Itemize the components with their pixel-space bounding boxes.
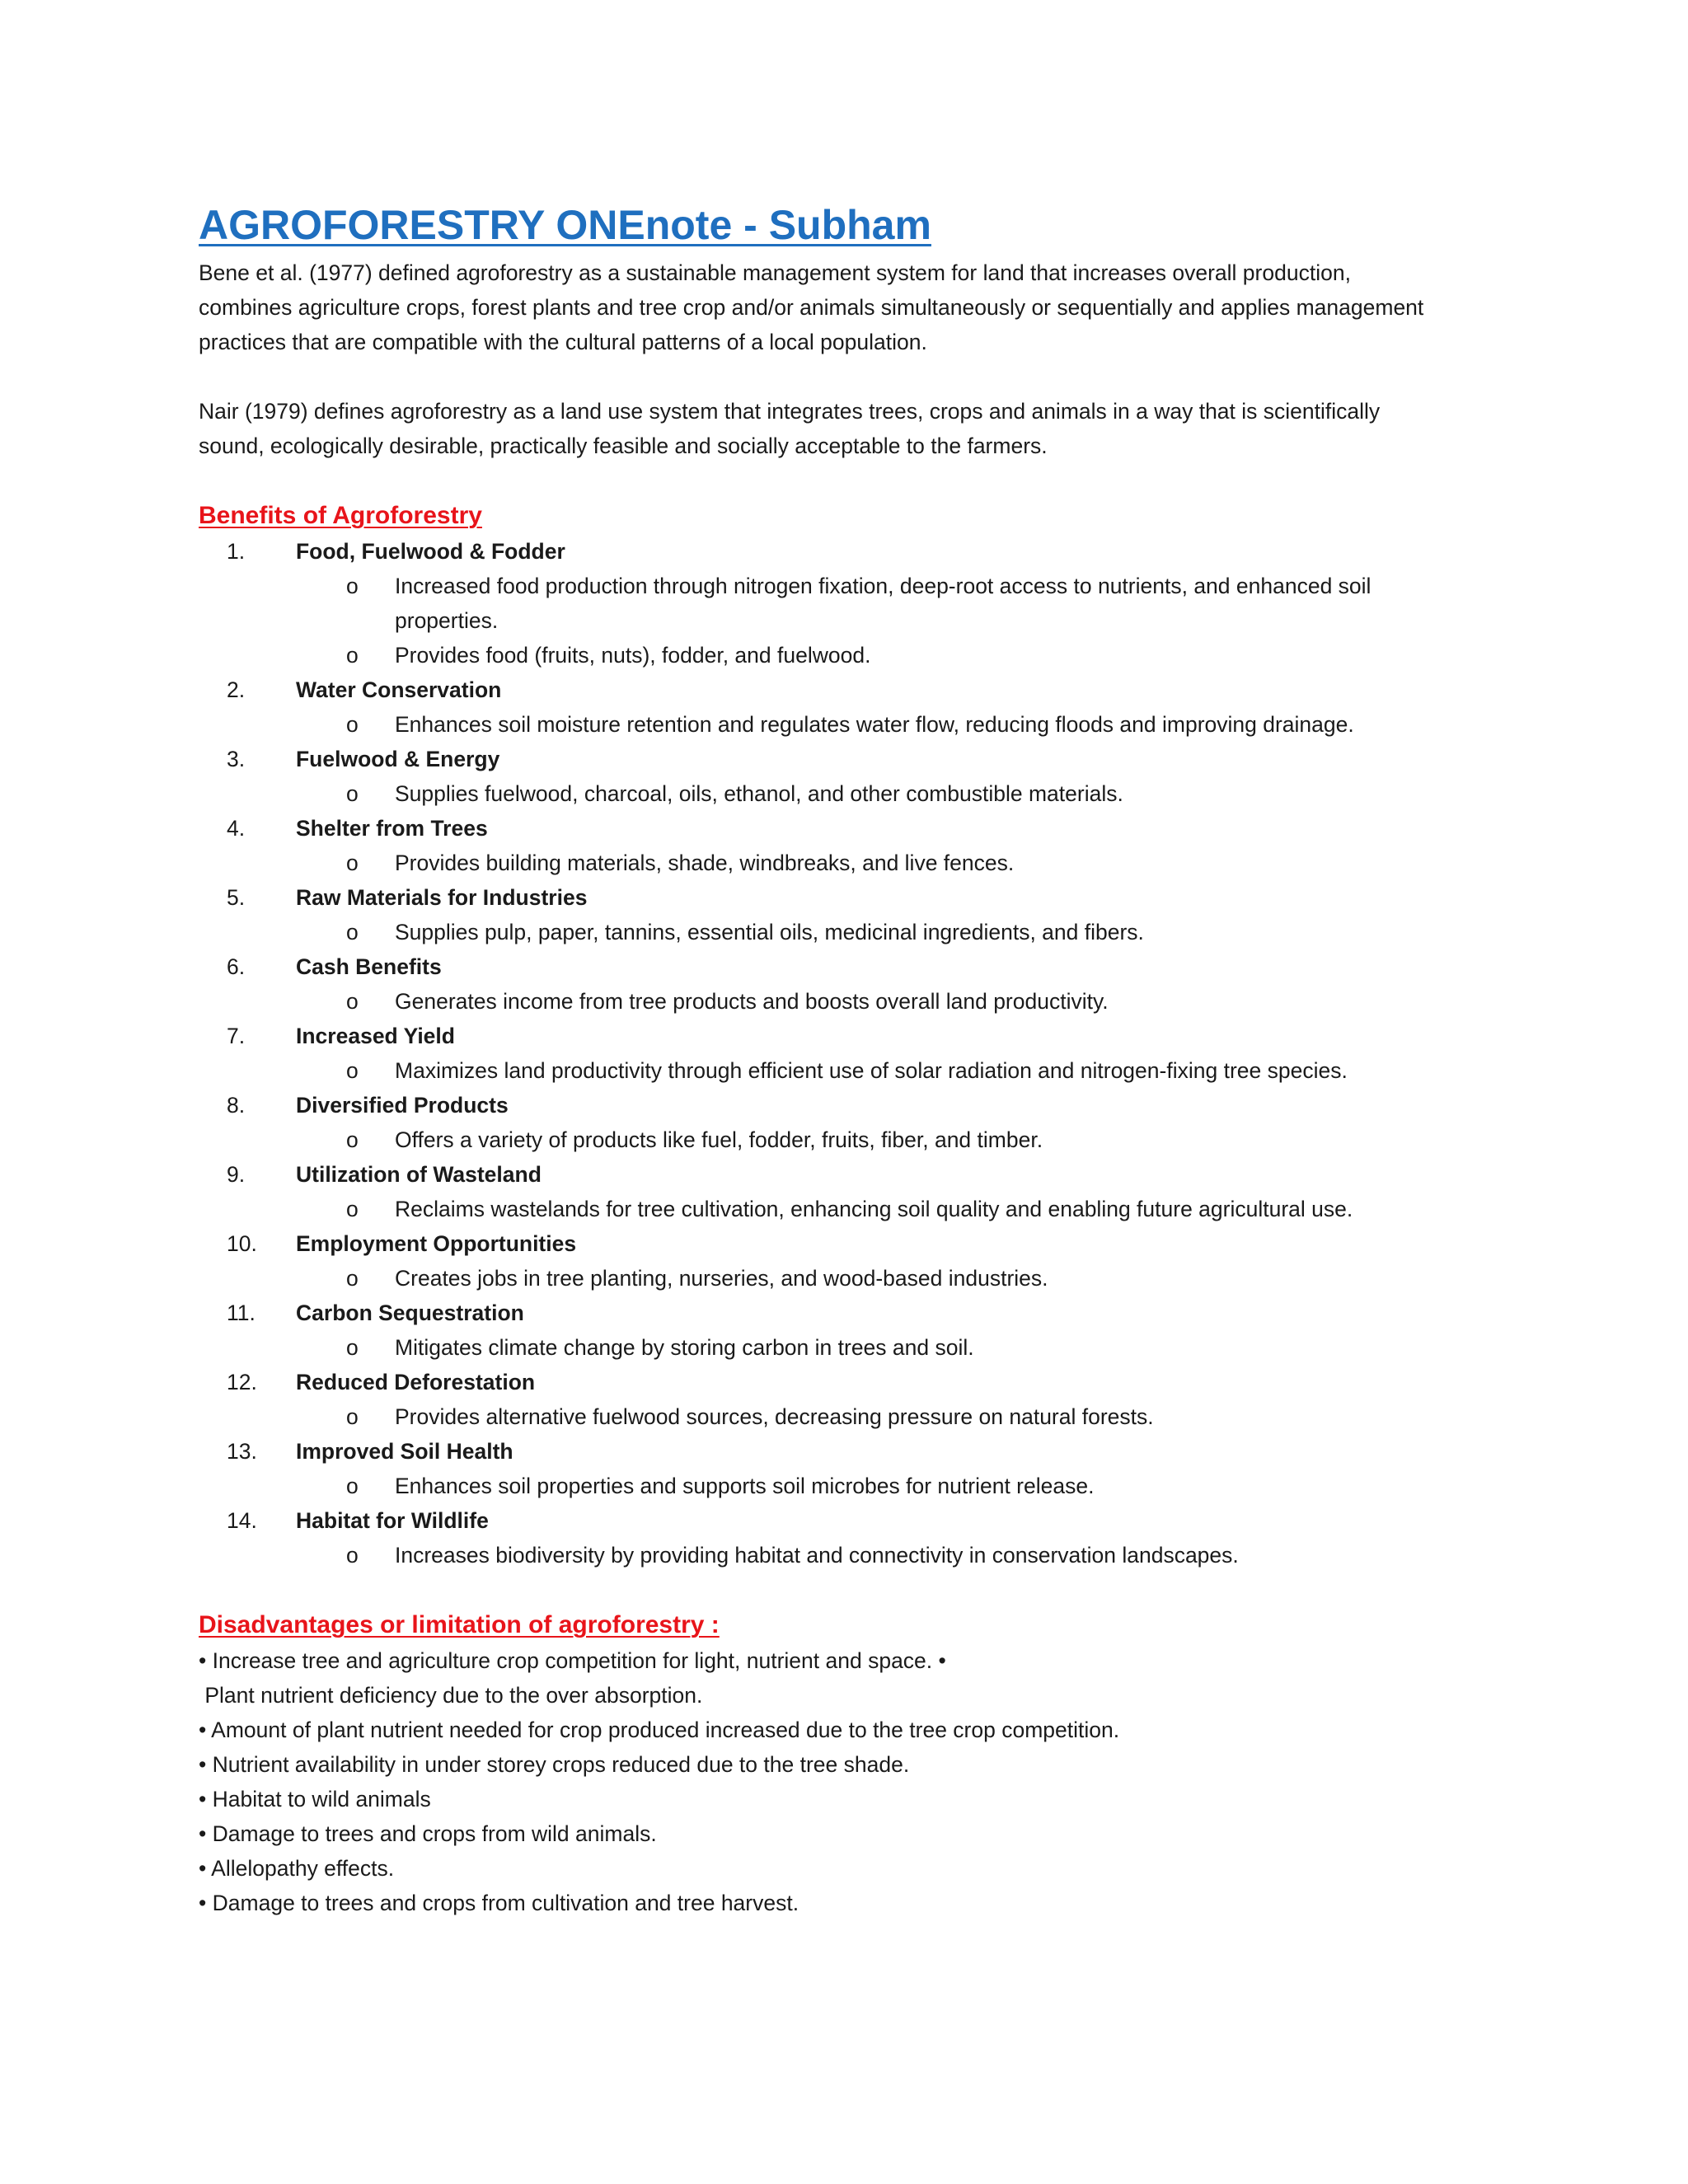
benefit-header [199,1226,1517,1261]
benefit-point [199,776,1517,811]
benefit-header [199,1365,1517,1399]
benefit-point [199,1261,1517,1296]
benefit-point-text [395,984,1517,1019]
disadvantage-item: • Habitat to wild animals [199,1787,431,1811]
benefit-point-line: Mitigates climate change by storing carbon in trees and soil. [395,1335,974,1360]
benefit-point [199,846,1517,880]
benefit-item [199,880,1517,949]
benefit-point-text [395,1330,1517,1365]
benefit-title: Reduced Deforestation [296,1370,536,1394]
hollow-bullet-icon: o [346,781,359,806]
benefit-item [199,1088,1517,1157]
hollow-bullet-icon: o [346,574,359,598]
intro-line: combines agriculture crops, forest plants and tree crop and/or animals simultaneously or sequentially and applies management [199,295,1424,320]
benefit-item [199,1296,1517,1365]
benefits-list [199,534,1517,1572]
hollow-bullet-icon: o [346,851,359,875]
benefit-item [199,1434,1517,1503]
benefit-point-line: Creates jobs in tree planting, nurseries, and wood-based industries. [395,1266,1048,1291]
benefit-point-line: Increased food production through nitrogen fixation, deep-root access to nutrients, and enhanced soil [395,574,1372,598]
benefit-point [199,1538,1517,1572]
benefit-number: 2. [227,677,246,702]
document-content [199,196,1517,1920]
benefit-point-line: Provides alternative fuelwood sources, decreasing pressure on natural forests. [395,1404,1154,1429]
benefit-title: Raw Materials for Industries [296,885,588,910]
benefit-point [199,1122,1517,1157]
benefit-item [199,1157,1517,1226]
benefit-points [199,1192,1517,1226]
benefit-point-text [395,1053,1517,1088]
benefit-point-text [395,1192,1517,1226]
benefit-point-text [395,569,1517,638]
benefit-point-text [395,1399,1517,1434]
benefit-title: Employment Opportunities [296,1231,577,1256]
benefit-header [199,1157,1517,1192]
benefit-points [199,984,1517,1019]
benefit-number: 13. [227,1439,257,1464]
benefit-point-line: Enhances soil moisture retention and regulates water flow, reducing floods and improving drainage. [395,712,1354,737]
intro-line: sound, ecologically desirable, practically feasible and socially acceptable to the farmers. [199,434,1048,458]
benefit-item [199,673,1517,742]
document-title: AGROFORESTRY ONEnote - Subham [199,202,931,248]
benefit-points [199,569,1517,673]
benefit-points [199,1053,1517,1088]
hollow-bullet-icon: o [346,1058,359,1083]
hollow-bullet-icon: o [346,643,359,668]
benefit-points [199,1261,1517,1296]
section-spacer [199,1572,1517,1607]
benefit-item [199,811,1517,880]
intro-line: Nair (1979) defines agroforestry as a land use system that integrates trees, crops and animals in a way that is scientifically [199,399,1381,424]
benefit-point-line: Generates income from tree products and boosts overall land productivity. [395,989,1109,1014]
benefit-point [199,707,1517,742]
disadvantage-item: • Nutrient availability in under storey crops reduced due to the tree shade. [199,1752,910,1777]
benefit-points [199,915,1517,949]
hollow-bullet-icon: o [346,1335,359,1360]
benefit-number: 3. [227,747,246,771]
hollow-bullet-icon: o [346,1404,359,1429]
benefit-number: 10. [227,1231,257,1256]
benefit-point-line: Provides food (fruits, nuts), fodder, and fuelwood. [395,643,871,668]
benefit-number: 14. [227,1508,257,1533]
benefit-title: Utilization of Wasteland [296,1162,542,1187]
benefit-header [199,534,1517,569]
benefit-point-line: Supplies pulp, paper, tannins, essential oils, medicinal ingredients, and fibers. [395,920,1144,944]
benefit-point [199,1330,1517,1365]
benefit-title: Food, Fuelwood & Fodder [296,539,565,564]
benefit-title: Habitat for Wildlife [296,1508,489,1533]
benefit-title: Increased Yield [296,1024,455,1048]
disadvantage-item: • Increase tree and agriculture crop competition for light, nutrient and space. • [199,1648,946,1673]
benefit-number: 1. [227,539,246,564]
benefit-title: Improved Soil Health [296,1439,513,1464]
benefit-point-line: Supplies fuelwood, charcoal, oils, ethanol, and other combustible materials. [395,781,1123,806]
benefit-point-text [395,1261,1517,1296]
benefit-point [199,1192,1517,1226]
benefit-header [199,742,1517,776]
benefit-points [199,1469,1517,1503]
benefit-point-text [395,1122,1517,1157]
hollow-bullet-icon: o [346,1127,359,1152]
benefit-title: Carbon Sequestration [296,1301,524,1325]
benefit-point [199,1053,1517,1088]
hollow-bullet-icon: o [346,712,359,737]
benefit-number: 9. [227,1162,246,1187]
benefit-point-text [395,1469,1517,1503]
benefit-header [199,1503,1517,1538]
benefit-points [199,846,1517,880]
intro-paragraph-bene [199,255,1517,359]
benefit-header [199,811,1517,846]
benefit-points [199,776,1517,811]
hollow-bullet-icon: o [346,920,359,944]
benefit-point-text [395,1538,1517,1572]
benefit-item [199,1019,1517,1088]
benefit-point-line: Provides building materials, shade, windbreaks, and live fences. [395,851,1015,875]
benefit-header [199,949,1517,984]
benefit-number: 8. [227,1093,246,1118]
paragraph-spacer [199,359,1517,394]
benefit-item [199,1226,1517,1296]
disadvantage-item: • Amount of plant nutrient needed for crop produced increased due to the tree crop competition. [199,1718,1120,1742]
benefit-number: 4. [227,816,246,841]
disadvantages-list [199,1643,1517,1920]
benefit-number: 7. [227,1024,246,1048]
benefit-point [199,984,1517,1019]
benefit-header [199,673,1517,707]
benefit-points [199,1538,1517,1572]
benefit-title: Diversified Products [296,1093,509,1118]
disadvantage-item: • Damage to trees and crops from cultivation and tree harvest. [199,1891,799,1915]
benefit-header [199,1019,1517,1053]
benefit-item [199,949,1517,1019]
benefit-point [199,1399,1517,1434]
benefit-point-line: Offers a variety of products like fuel, fodder, fruits, fiber, and timber. [395,1127,1043,1152]
benefit-item [199,1365,1517,1434]
disadvantages-heading: Disadvantages or limitation of agroforestry : [199,1611,720,1638]
benefit-header [199,1296,1517,1330]
benefit-number: 11. [227,1301,256,1325]
intro-paragraph-nair [199,394,1517,463]
benefit-item [199,742,1517,811]
hollow-bullet-icon: o [346,1197,359,1221]
benefit-point-text [395,638,1517,673]
disadvantage-item: • Allelopathy effects. [199,1856,395,1881]
intro-line: practices that are compatible with the cultural patterns of a local population. [199,330,927,354]
benefit-header [199,1434,1517,1469]
benefit-point-line: Maximizes land productivity through efficient use of solar radiation and nitrogen-fixing tree species. [395,1058,1348,1083]
benefit-points [199,1122,1517,1157]
benefit-points [199,1399,1517,1434]
benefits-heading: Benefits of Agroforestry [199,502,482,529]
hollow-bullet-icon: o [346,989,359,1014]
benefit-points [199,707,1517,742]
benefit-title: Cash Benefits [296,954,442,979]
benefit-point [199,569,1517,638]
benefit-header [199,1088,1517,1122]
benefit-point-text [395,776,1517,811]
benefit-title: Shelter from Trees [296,816,488,841]
benefit-point-line: properties. [395,608,499,633]
benefit-point-text [395,707,1517,742]
benefit-title: Fuelwood & Energy [296,747,500,771]
benefit-point [199,1469,1517,1503]
benefit-title: Water Conservation [296,677,502,702]
benefit-point-line: Enhances soil properties and supports soil microbes for nutrient release. [395,1474,1095,1498]
hollow-bullet-icon: o [346,1474,359,1498]
benefit-point-text [395,915,1517,949]
intro-line: Bene et al. (1977) defined agroforestry as a sustainable management system for land that increases overall production, [199,260,1351,285]
hollow-bullet-icon: o [346,1543,359,1568]
benefit-header [199,880,1517,915]
benefit-number: 12. [227,1370,257,1394]
benefit-item [199,534,1517,673]
hollow-bullet-icon: o [346,1266,359,1291]
disadvantage-item: • Damage to trees and crops from wild animals. [199,1821,657,1846]
benefit-item [199,1503,1517,1572]
benefit-number: 6. [227,954,246,979]
benefit-point-text [395,846,1517,880]
disadvantage-item: Plant nutrient deficiency due to the over absorption. [199,1683,703,1708]
benefit-number: 5. [227,885,246,910]
paragraph-spacer [199,463,1517,498]
benefit-point [199,915,1517,949]
benefit-point-line: Reclaims wastelands for tree cultivation, enhancing soil quality and enabling future agricultural use. [395,1197,1353,1221]
benefit-point-line: Increases biodiversity by providing habitat and connectivity in conservation landscapes. [395,1543,1239,1568]
benefit-point [199,638,1517,673]
benefit-points [199,1330,1517,1365]
